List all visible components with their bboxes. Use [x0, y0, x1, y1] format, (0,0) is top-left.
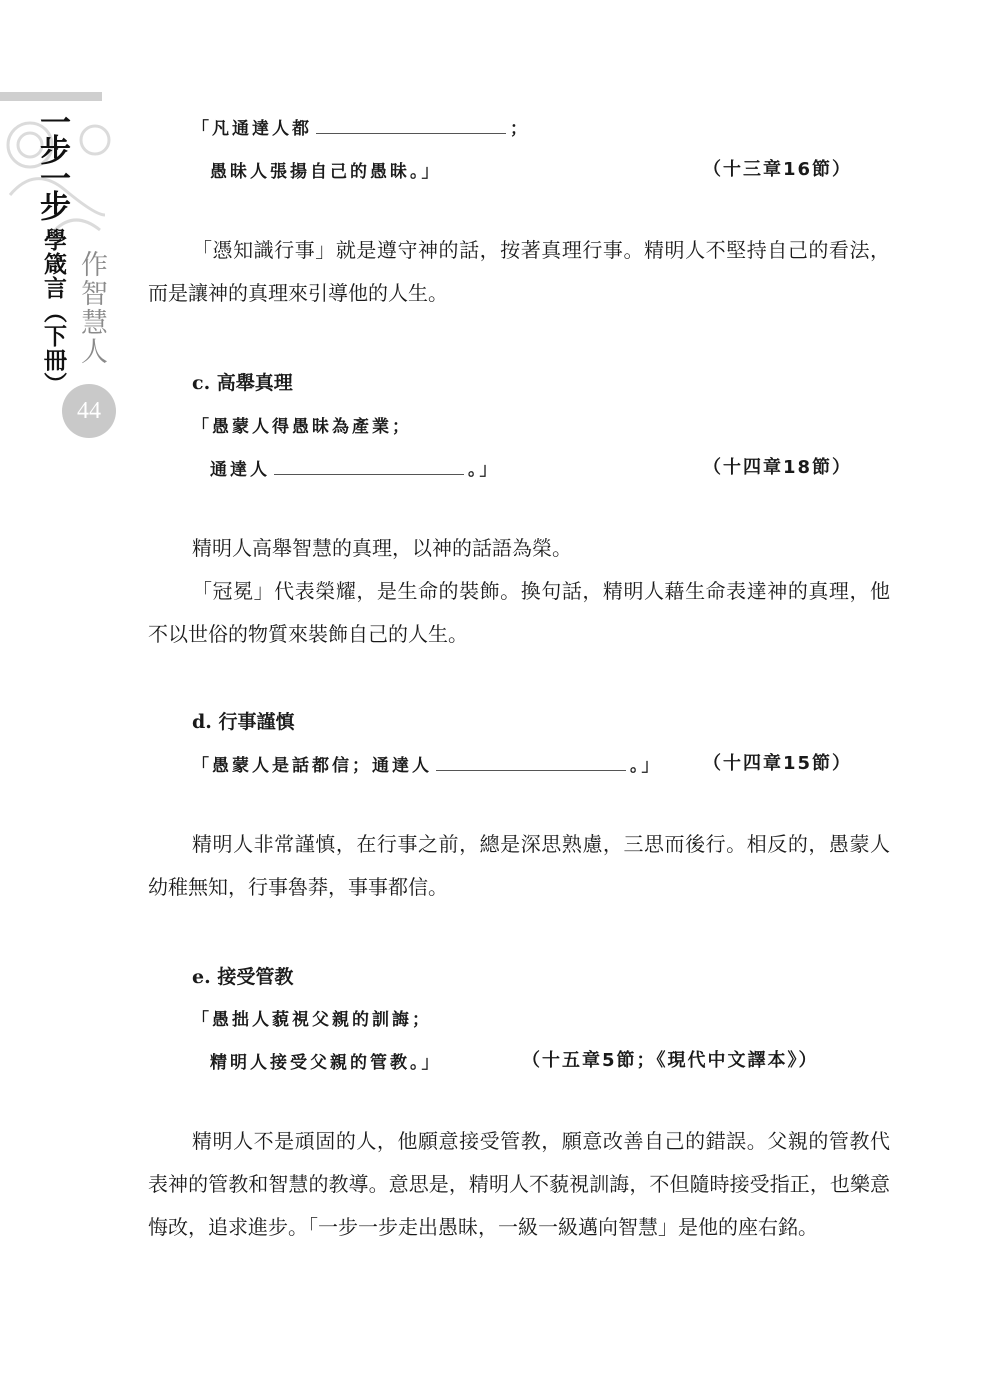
quote-line [210, 455, 500, 480]
quote-line: 「愚拙人藐視父親的訓誨； [192, 1010, 432, 1030]
verse-reference: （十四章15節） [703, 753, 853, 774]
verse-reference: （十四章18節） [703, 457, 853, 478]
section-heading: e. 接受管教 [192, 966, 294, 988]
fill-blank [274, 473, 464, 475]
fill-blank [316, 132, 506, 134]
quote-text: 「凡通達人都 [192, 119, 312, 139]
section-heading: c. 高舉真理 [192, 372, 293, 394]
book-subtitle: 學箴言（下冊） [40, 228, 67, 396]
quote-line: 精明人接受父親的管教。」 [210, 1053, 442, 1073]
verse-reference: （十三章16節） [703, 159, 853, 180]
quote-line [192, 751, 662, 776]
quote-text: 「愚蒙人是話都信；通達人 [192, 756, 432, 776]
body-paragraph: 精明人高舉智慧的真理，以神的話語為榮。 [192, 536, 572, 560]
series-title: 作智慧人 [76, 250, 107, 366]
body-paragraph: 精明人非常謹慎，在行事之前，總是深思熟慮，三思而後行。相反的，愚蒙人幼稚無知，行事魯莽，事事都信。 [148, 832, 890, 899]
quote-text: ； [510, 119, 530, 139]
quote-text: 。」 [468, 460, 500, 480]
page-number: 44 [62, 384, 116, 438]
quote-line: 愚昧人張揚自己的愚昧。」 [210, 162, 442, 182]
quote-line [192, 114, 530, 139]
body-paragraph: 精明人不是頑固的人，他願意接受管教，願意改善自己的錯誤。父親的管教代表神的管教和智慧的教導。意思是，精明人不藐視訓誨，不但隨時接受指正，也樂意悔改，追求進步。「一步一步走出愚昧，一級一級邁向智慧」是他的座右銘。 [148, 1129, 890, 1239]
quote-text: 通達人 [210, 460, 270, 480]
book-title: 一步一步 [34, 106, 70, 218]
body-paragraph: 「冠冕」代表榮耀，是生命的裝飾。換句話，精明人藉生命表達神的真理，他不以世俗的物質來裝飾自己的人生。 [148, 579, 890, 646]
quote-line: 「愚蒙人得愚昧為產業； [192, 417, 412, 437]
section-heading: d. 行事謹慎 [192, 711, 295, 733]
quote-text: 。」 [630, 756, 662, 776]
verse-reference: （十五章5節；《現代中文譯本》） [522, 1050, 819, 1071]
fill-blank [436, 769, 626, 771]
body-paragraph: 「憑知識行事」就是遵守神的話，按著真理行事。精明人不堅持自己的看法，而是讓神的真理來引導他的人生。 [148, 238, 890, 305]
